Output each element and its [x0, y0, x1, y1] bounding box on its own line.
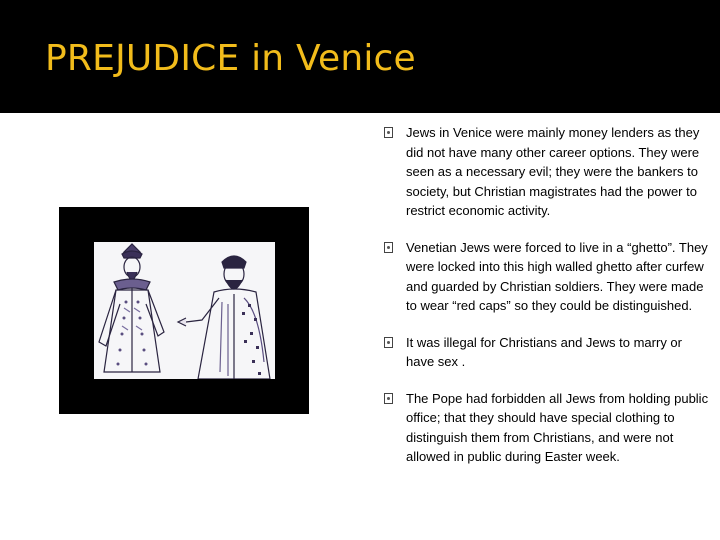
bullet-list	[384, 123, 710, 484]
bullet-text: It was illegal for Christians and Jews to marry or have sex .	[406, 334, 682, 369]
bullet-marker-icon	[384, 337, 393, 348]
bullet-marker-icon	[384, 242, 393, 253]
bullet-item	[384, 333, 710, 372]
bullet-text: Jews in Venice were mainly money lenders as they did not have many other career options. They were seen as a necessary evil; they were the bankers to society, but Christian magistrates had the power to restrict economic activity.	[406, 125, 700, 218]
sketch-drawing	[94, 242, 275, 379]
bullet-text: The Pope had forbidden all Jews from holding public office; that they should have special clothing to distinguish them from Christians, and were not allowed in public during Easter week.	[406, 390, 709, 464]
bullet-item	[384, 123, 710, 221]
sketch-two-figures-icon	[94, 242, 275, 379]
bullet-text: Venetian Jews were forced to live in a “ghetto”. They were locked into this high walled ghetto after curfew and guarded by Christian soldiers. They were made to wear “red caps” so they could be distinguished.	[406, 239, 708, 313]
title-bar	[0, 0, 720, 113]
bullet-marker-icon	[384, 393, 393, 404]
bullet-item	[384, 238, 710, 316]
bullet-item	[384, 389, 710, 467]
bullet-marker-icon	[384, 127, 393, 138]
slide-title: PREJUDICE in Venice	[45, 38, 416, 79]
